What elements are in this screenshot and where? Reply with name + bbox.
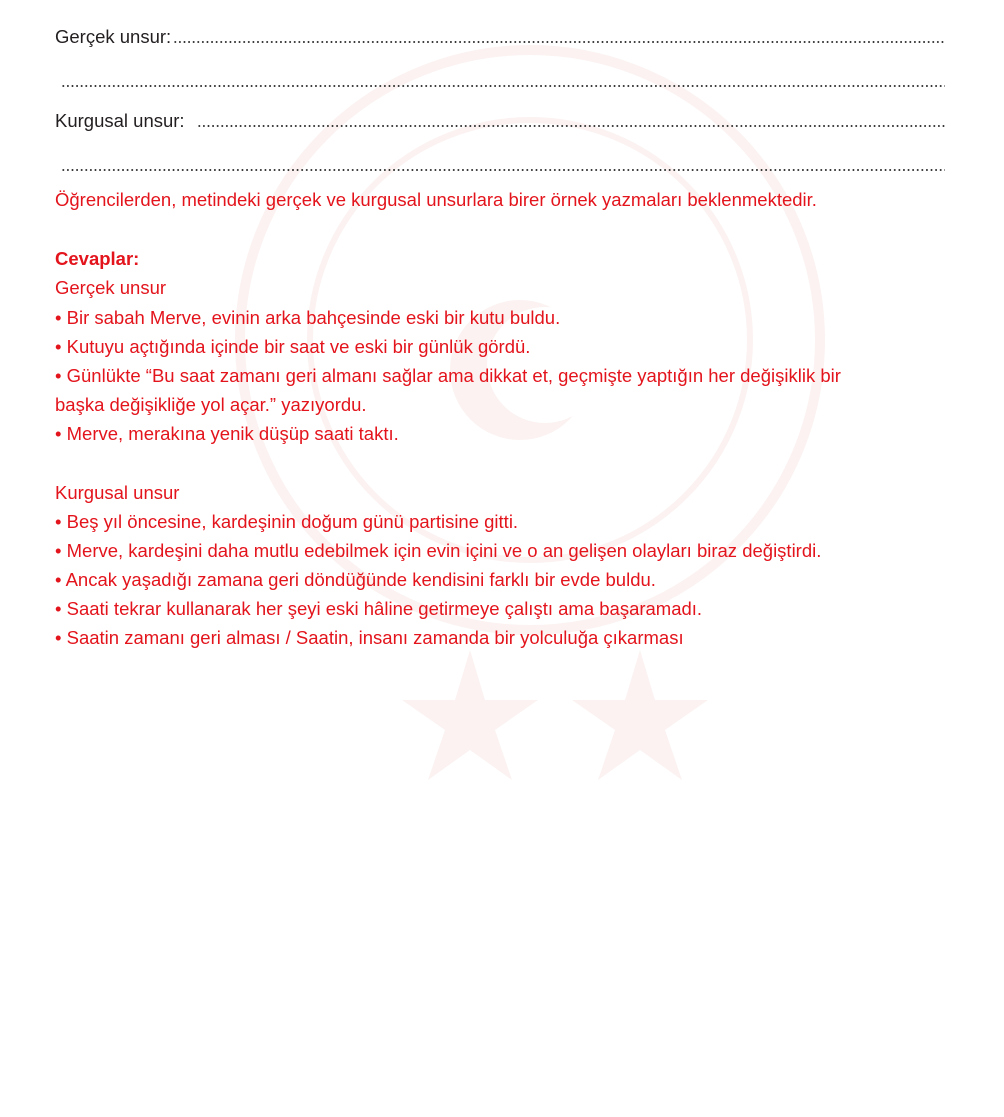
instruction-text: Öğrencilerden, metindeki gerçek ve kurgusal unsurlara birer örnek yazmaları beklenmektedir. <box>55 189 817 210</box>
real-answer-item: • Merve, merakına yenik düşüp saati taktı. <box>55 423 399 444</box>
real-answer-item: • Günlükte “Bu saat zamanı geri almanı sağlar ama dikkat et, geçmişte yaptığın her değişiklik bir <box>55 365 841 386</box>
fiction-answer-item: • Beş yıl öncesine, kardeşinin doğum günü partisine gitti. <box>55 511 519 532</box>
fiction-answer-item: • Ancak yaşadığı zamana geri döndüğünde kendisini farklı bir evde buldu. <box>55 569 656 590</box>
fiction-element-answer-line[interactable] <box>55 106 945 132</box>
real-answer-item: • Bir sabah Merve, evinin arka bahçesinde eski bir kutu buldu. <box>55 307 561 328</box>
real-element-label: Gerçek unsur: <box>55 26 172 47</box>
dotted-answer-line <box>61 154 945 172</box>
answers-heading: Cevaplar: <box>55 248 140 269</box>
fiction-answer-item: • Saatin zamanı geri alması / Saatin, insanı zamanda bir yolculuğa çıkarması <box>55 627 684 648</box>
dotted-answer-line <box>173 26 945 44</box>
real-answer-item-continuation: başka değişikliğe yol açar.” yazıyordu. <box>55 394 367 415</box>
dotted-answer-line <box>197 110 945 128</box>
fiction-answer-item: • Merve, kardeşini daha mutlu edebilmek için evin içini ve o an gelişen olayları biraz değiştirdi. <box>55 540 822 561</box>
fiction-element-answer-line-2[interactable] <box>55 150 945 176</box>
real-element-answer-line[interactable] <box>55 22 945 48</box>
real-answers-heading: Gerçek unsur <box>55 277 167 298</box>
fiction-answer-item: • Saati tekrar kullanarak her şeyi eski hâline getirmeye çalıştı ama başaramadı. <box>55 598 703 619</box>
fiction-answers-heading: Kurgusal unsur <box>55 482 180 503</box>
real-element-answer-line-2[interactable] <box>55 66 945 92</box>
fiction-element-label: Kurgusal unsur: <box>55 110 185 131</box>
real-answer-item: • Kutuyu açtığında içinde bir saat ve eski bir günlük gördü. <box>55 336 531 357</box>
dotted-answer-line <box>61 70 945 88</box>
